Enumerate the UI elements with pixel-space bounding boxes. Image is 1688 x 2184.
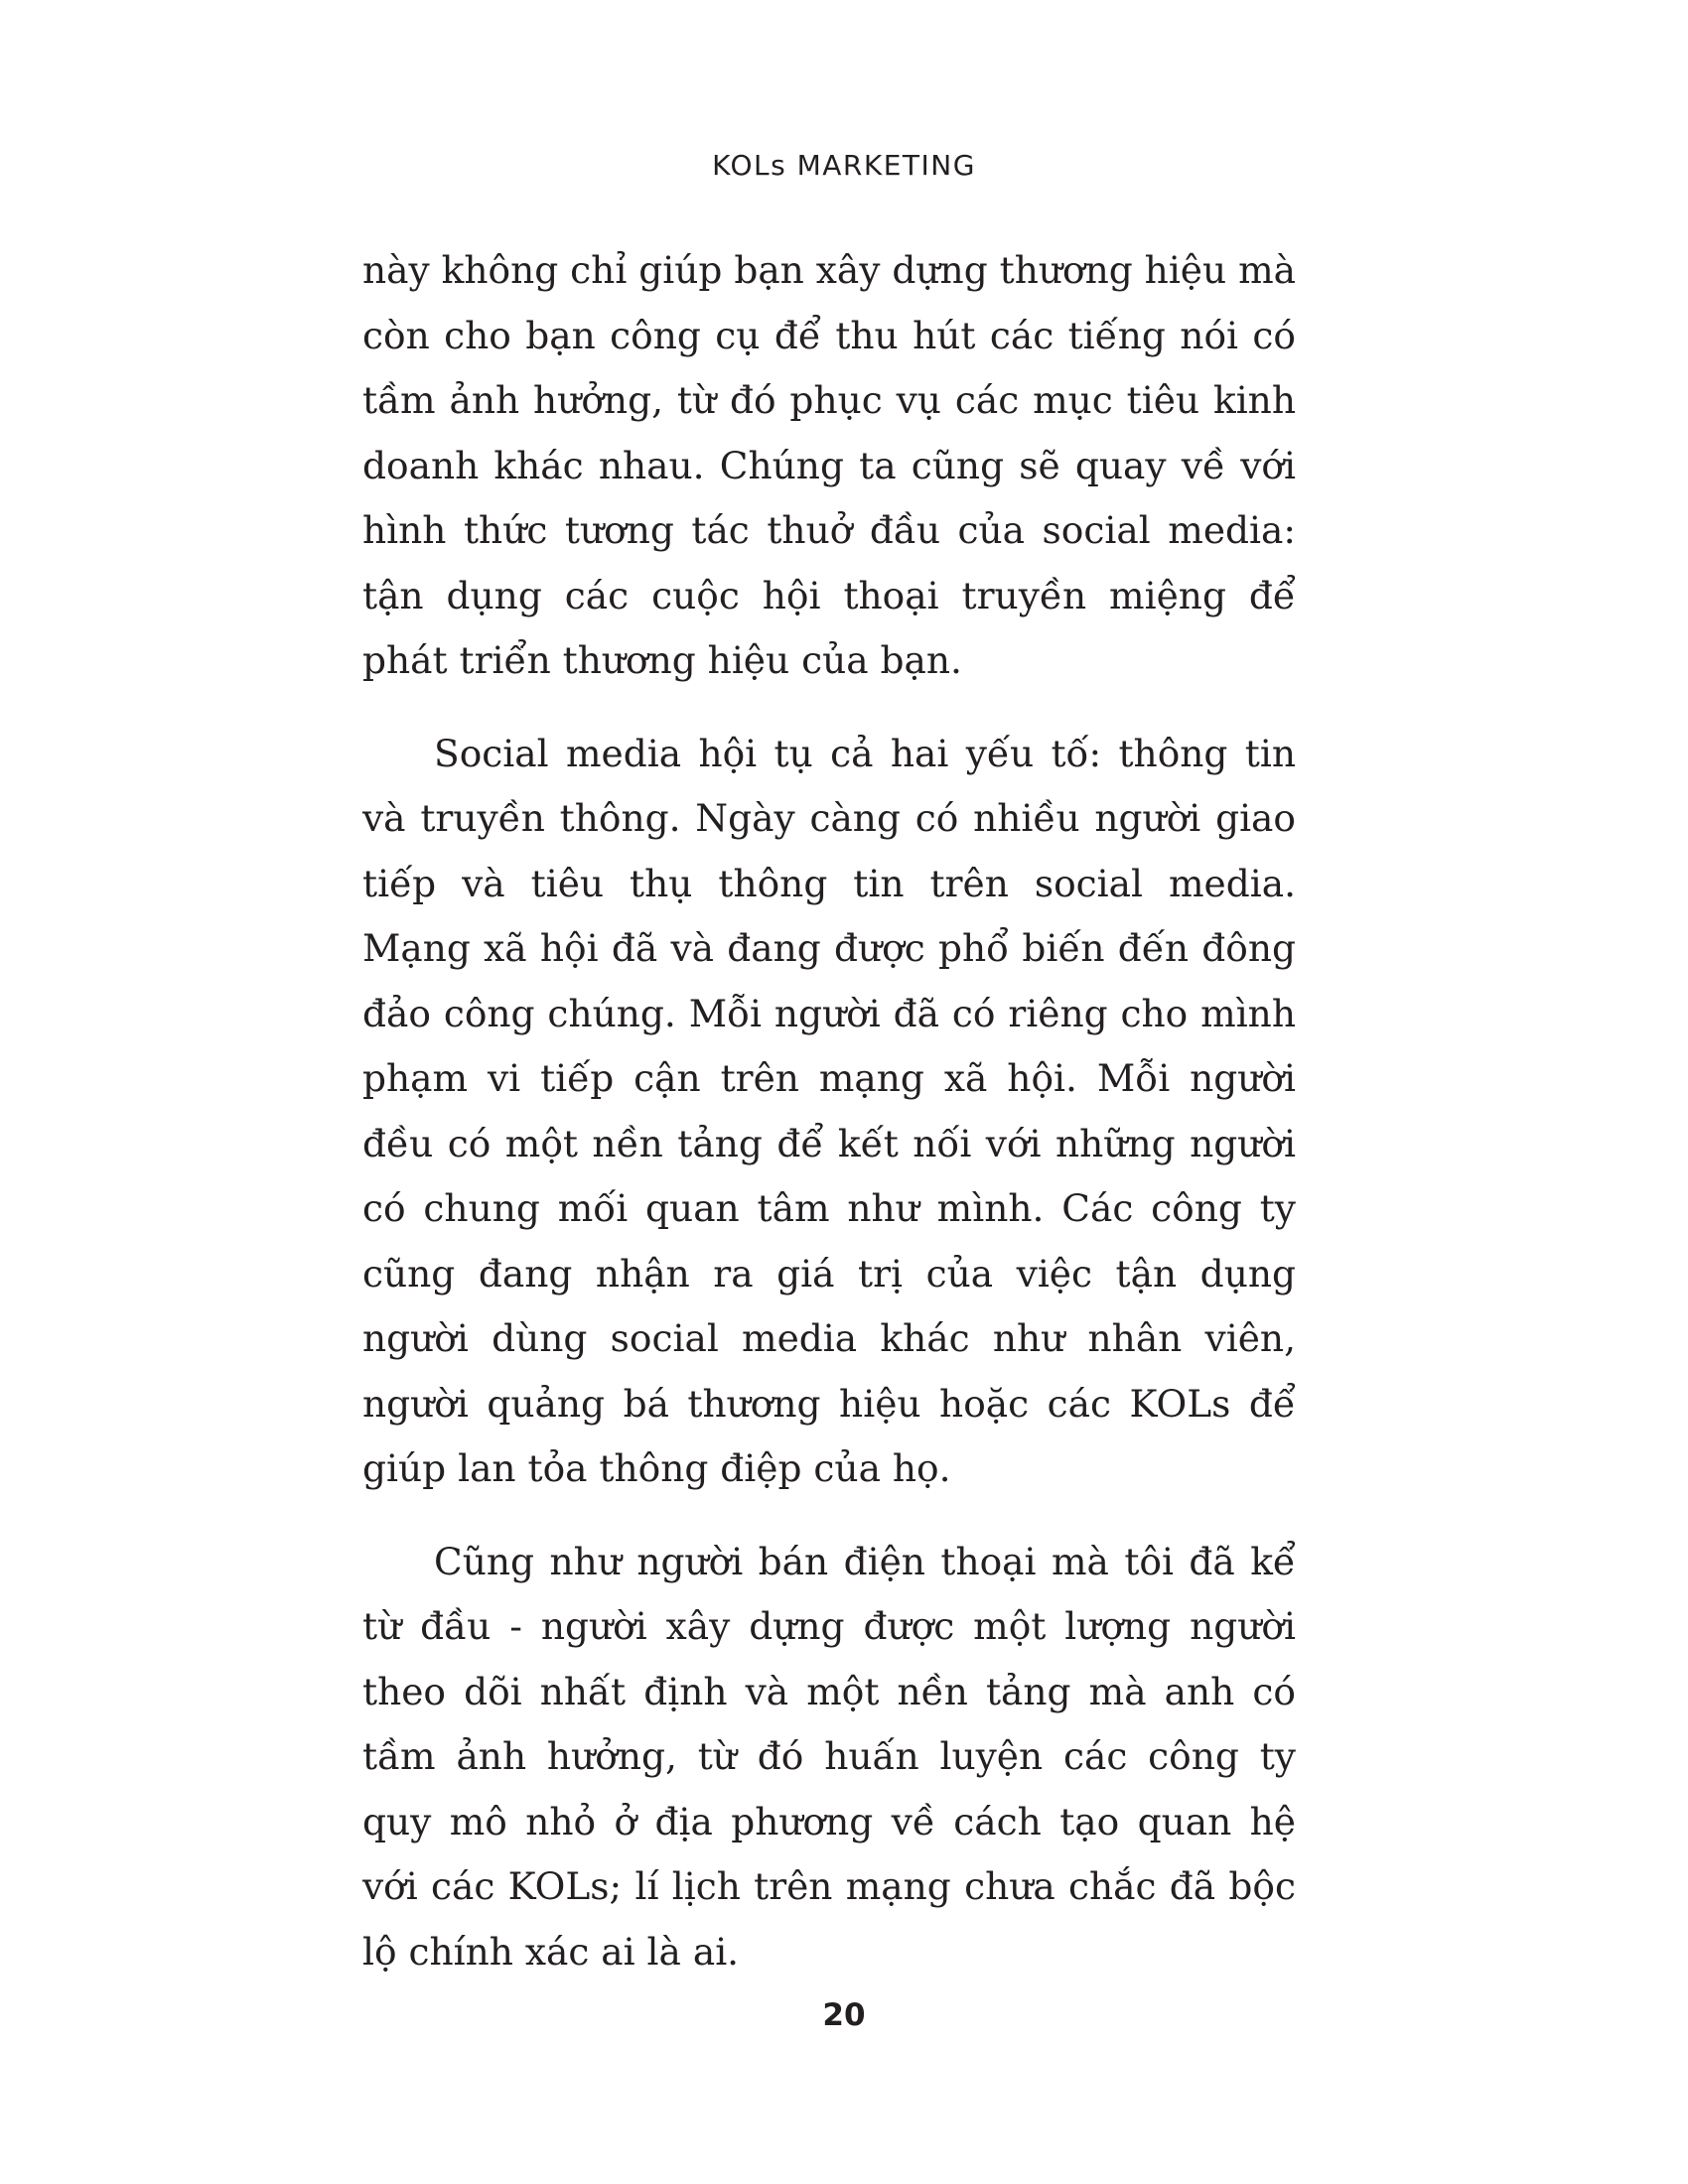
- paragraph-continued: này không chỉ giúp bạn xây dựng thương hiệu mà còn cho bạn công cụ để thu hút các tiếng nói có tầm ảnh hưởng, từ đó phục vụ các mục tiêu kinh doanh khác nhau. Chúng ta cũng sẽ quay về với hình thức tương tác thuở đầu của social media: tận dụng các cuộc hội thoại truyền miệng để phát triển thương hiệu của bạn.: [362, 248, 1296, 682]
- body-text: [362, 238, 1296, 1984]
- paragraph-social-media: Social media hội tụ cả hai yếu tố: thông tin và truyền thông. Ngày càng có nhiều người giao tiếp và tiêu thụ thông tin trên social media. Mạng xã hội đã và đang được phổ biến đến đông đảo công chúng. Mỗi người đã có riêng cho mình phạm vi tiếp cận trên mạng xã hội. Mỗi người đều có một nền tảng để kết nối với những người có chung mối quan tâm như mình. Các công ty cũng đang nhận ra giá trị của việc tận dụng người dùng social media khác như nhân viên, người quảng bá thương hiệu hoặc các KOLs để giúp lan tỏa thông điệp của họ.: [362, 731, 1296, 1490]
- running-header: KOLs MARKETING: [712, 149, 976, 182]
- page-number: 20: [822, 1997, 866, 2033]
- paragraph-phone-seller: Cũng như người bán điện thoại mà tôi đã kể từ đầu - người xây dựng được một lượng người theo dõi nhất định và một nền tảng mà anh có tầm ảnh hưởng, từ đó huấn luyện các công ty quy mô nhỏ ở địa phương về cách tạo quan hệ với các KOLs; lí lịch trên mạng chưa chắc đã bộc lộ chính xác ai là ai.: [362, 1539, 1296, 1974]
